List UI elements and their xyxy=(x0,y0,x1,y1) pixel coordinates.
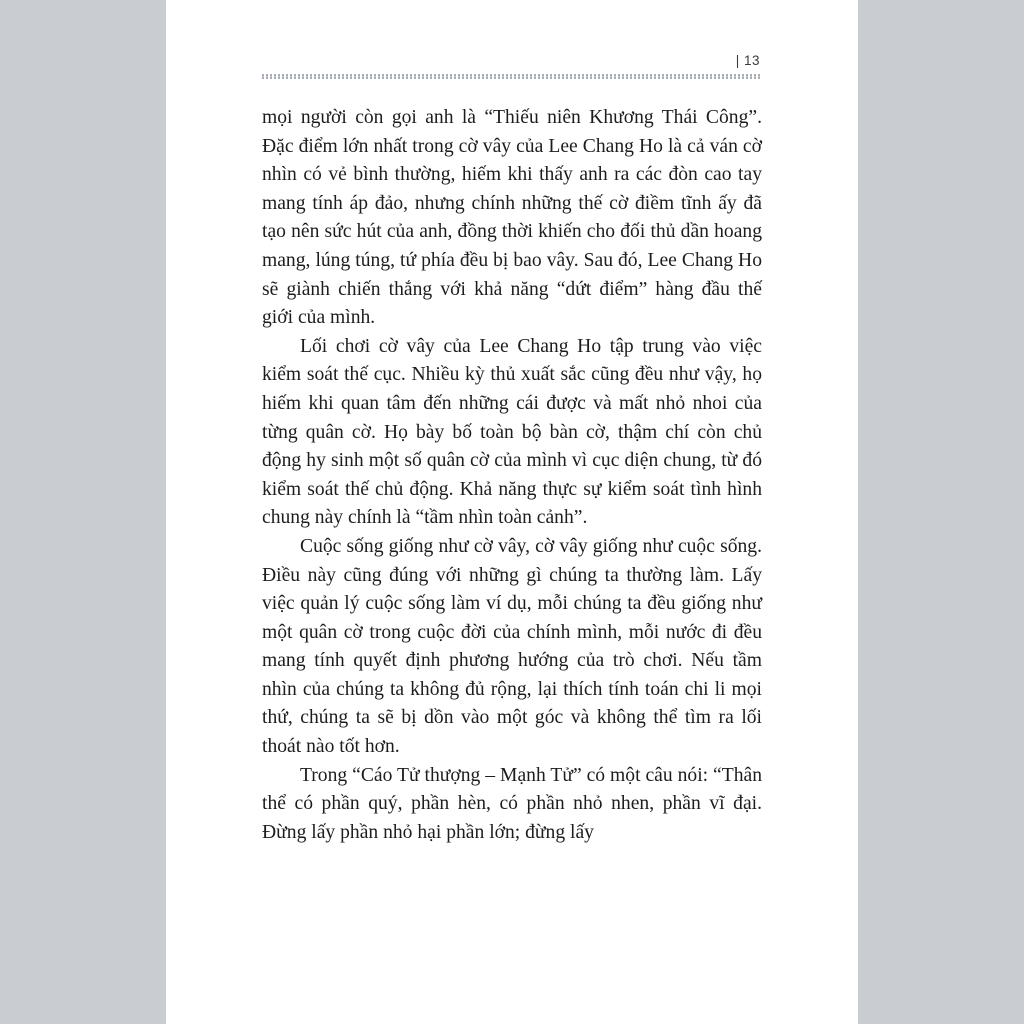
paragraph: Cuộc sống giống như cờ vây, cờ vây giống như cuộc sống. Điều này cũng đúng với những gì chúng ta thường làm. Lấy việc quản lý cuộc sống làm ví dụ, mỗi chúng ta đều giống như một quân cờ trong cuộc đời của chính mình, mỗi nước đi đều mang tính quyết định phương hướng của trò chơi. Nếu tầm nhìn của chúng ta không đủ rộng, lại thích tính toán chi li mọi thứ, chúng ta sẽ bị dồn vào một góc và không thể tìm ra lối thoát nào tốt hơn. xyxy=(262,535,762,758)
page-header xyxy=(262,52,762,70)
paragraph: Lối chơi cờ vây của Lee Chang Ho tập trung vào việc kiểm soát thế cục. Nhiều kỳ thủ xuất sắc cũng đều như vậy, họ hiếm khi quan tâm đến những cái được và mất nhỏ nhoi của từng quân cờ. Họ bày bố toàn bộ bàn cờ, thậm chí còn chủ động hy sinh một số quân cờ của mình vì cục diện chung, từ đó kiểm soát thế chủ động. Khả năng thực sự kiểm soát tình hình chung này chính là “tầm nhìn toàn cảnh”. xyxy=(262,335,762,529)
page-sheet xyxy=(166,0,858,1024)
paragraph: Trong “Cáo Tử thượng – Mạnh Tử” có một câu nói: “Thân thể có phần quý, phần hèn, có phần nhỏ nhen, phần vĩ đại. Đừng lấy phần nhỏ hại phần lớn; đừng lấy xyxy=(262,764,762,843)
page-content-area xyxy=(262,0,762,1024)
paragraph: mọi người còn gọi anh là “Thiếu niên Khương Thái Công”. Đặc điểm lớn nhất trong cờ vây của Lee Chang Ho là cả ván cờ nhìn có vẻ bình thường, hiếm khi thấy anh ra các đòn cao tay mang tính áp đảo, nhưng chính những thế cờ điềm tĩnh ấy đã tạo nên sức hút của anh, đồng thời khiến cho đối thủ dần hoang mang, lúng túng, tứ phía đều bị bao vây. Sau đó, Lee Chang Ho sẽ giành chiến thắng với khả năng “dứt điểm” hàng đầu thế giới của mình. xyxy=(262,107,762,329)
header-divider-rule xyxy=(262,74,762,79)
page-number: | 13 xyxy=(735,53,760,68)
body-text xyxy=(262,104,762,847)
